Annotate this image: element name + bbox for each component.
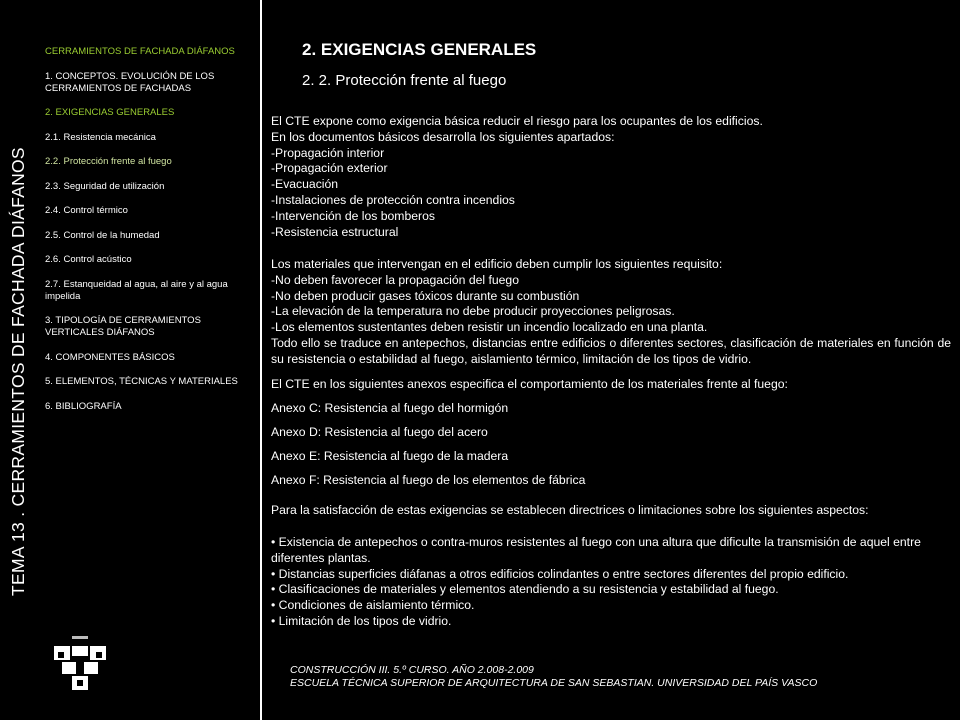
vertical-title: TEMA 13 . CERRAMIENTOS DE FACHADA DIÁFANOS	[8, 147, 28, 596]
text-line: -Resistencia estructural	[271, 224, 399, 239]
text-line: -Instalaciones de protección contra incendios	[271, 192, 515, 207]
annex-e: Anexo E: Resistencia al fuego de la madera	[271, 449, 509, 463]
list-item: • Clasificaciones de materiales y elementos atendiendo a su resistencia y estabilidad al fuego.	[271, 582, 779, 597]
toc-item[interactable]: 5. ELEMENTOS, TÉCNICAS Y MATERIALES	[45, 376, 238, 387]
toc-item[interactable]: 2.1. Resistencia mecánica	[45, 131, 156, 143]
toc-item[interactable]: 1. CONCEPTOS. EVOLUCIÓN DE LOS CERRAMIENTOS DE FACHADAS	[45, 70, 215, 94]
toc-item[interactable]: 4. COMPONENTES BÁSICOS	[45, 351, 175, 363]
list-item: • Limitación de los tipos de vidrio.	[271, 613, 452, 628]
footer-school: ESCUELA TÉCNICA SUPERIOR DE ARQUITECTURA DE SAN SEBASTIAN. UNIVERSIDAD DEL PAÍS VASCO	[290, 677, 818, 689]
intro-block	[271, 114, 951, 240]
aspects-intro: Para la satisfacción de estas exigencias se establecen directrices o limitaciones sobre los siguientes aspectos:	[271, 503, 869, 517]
university-logo-icon	[50, 636, 110, 692]
text-line: El CTE expone como exigencia básica reducir el riesgo para los ocupantes de los edificios.	[271, 114, 763, 128]
text-line: -No deben favorecer la propagación del fuego	[271, 272, 519, 287]
toc-item[interactable]: 2.2. Protección frente al fuego	[45, 156, 172, 167]
annex-c: Anexo C: Resistencia al fuego del hormigón	[271, 401, 509, 415]
text-line: -No deben producir gases tóxicos durante su combustión	[271, 288, 580, 303]
toc-item[interactable]: 3. TIPOLOGÍA DE CERRAMIENTOS VERTICALES DIÁFANOS	[45, 315, 201, 338]
divider	[260, 0, 262, 720]
requirements-block	[271, 257, 951, 368]
toc-item[interactable]: 2.3. Seguridad de utilización	[45, 180, 165, 192]
page-title: 2. EXIGENCIAS GENERALES	[302, 40, 537, 59]
section-subtitle: 2. 2. Protección frente al fuego	[302, 72, 507, 89]
annex-f: Anexo F: Resistencia al fuego de los elementos de fábrica	[271, 473, 586, 487]
toc-item[interactable]: 2. EXIGENCIAS GENERALES	[45, 107, 175, 118]
text-line: -Intervención de los bomberos	[271, 208, 435, 223]
toc-item[interactable]: 2.5. Control de la humedad	[45, 229, 160, 241]
text-line: -La elevación de la temperatura no debe producir proyecciones peligrosas.	[271, 304, 675, 319]
text-line: -Propagación exterior	[271, 161, 388, 176]
footer	[290, 664, 817, 690]
aspects-list	[271, 535, 951, 630]
text-line: Los materiales que intervengan en el edificio deben cumplir los siguientes requisito:	[271, 257, 723, 271]
list-item: • Distancias superficies diáfanas a otros edificios colindantes o entre sectores diferentes del propio edificio.	[271, 566, 849, 581]
annex-d: Anexo D: Resistencia al fuego del acero	[271, 425, 488, 439]
text-line: -Los elementos sustentantes deben resistir un incendio localizado en una planta.	[271, 320, 708, 335]
text-line: -Propagación interior	[271, 145, 385, 160]
list-item: • Existencia de antepechos o contra-muros resistentes al fuego con una altura que dificulte la transmisión de aquel entre diferentes plantas.	[271, 535, 921, 565]
toc-item[interactable]: 6. BIBLIOGRAFÍA	[45, 400, 122, 412]
toc-item[interactable]: CERRAMIENTOS DE FACHADA DIÁFANOS	[45, 46, 235, 57]
toc-item[interactable]: 2.6. Control acústico	[45, 254, 132, 265]
toc-item[interactable]: 2.7. Estanqueidad al agua, al aire y al agua impelida	[45, 278, 228, 302]
list-item: • Condiciones de aislamiento térmico.	[271, 598, 475, 613]
summary-paragraph: Todo ello se traduce en antepechos, distancias entre edificios o diferentes sectores, clasificación de materiales en función de su resistencia o estabilidad al fuego, aislamiento térmico, limitación de los tipos de vidrio.	[271, 335, 951, 366]
annex-intro: El CTE en los siguientes anexos especifica el comportamiento de los materiales frente al fuego:	[271, 377, 788, 391]
text-line: -Evacuación	[271, 177, 339, 192]
toc-item[interactable]: 2.4. Control térmico	[45, 205, 128, 216]
table-of-contents	[45, 46, 255, 425]
text-line: En los documentos básicos desarrolla los siguientes apartados:	[271, 129, 615, 144]
footer-course: CONSTRUCCIÓN III. 5.º CURSO. AÑO 2.008-2.009	[290, 664, 534, 676]
